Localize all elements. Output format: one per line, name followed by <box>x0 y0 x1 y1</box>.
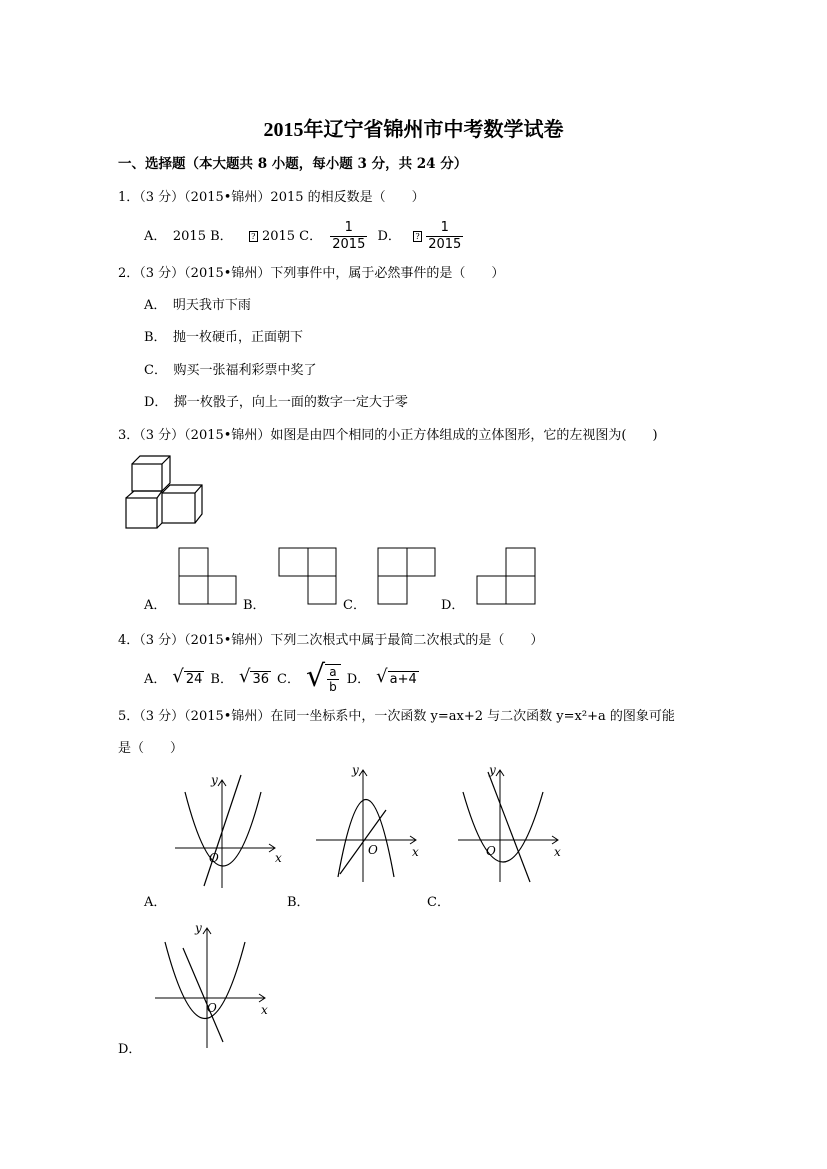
q4-sqrt-d <box>376 667 419 687</box>
q1-option-a: A． 2015 B． <box>144 229 233 244</box>
radical-sign-icon: √ <box>305 659 326 694</box>
q4-sqrt-b <box>239 667 271 687</box>
q4-option-d: D． <box>346 671 371 687</box>
fraction-numerator: 1 <box>330 220 367 237</box>
q3-option-b-figure <box>278 547 338 607</box>
q1-option-d-fraction <box>426 220 463 253</box>
q4-option-b: B． <box>210 671 233 687</box>
q5-graph-a <box>175 770 285 890</box>
fraction-denominator: 2015 <box>332 237 366 252</box>
question-2-stem: 2．（3 分）（2015•锦州）下列事件中，属于必然事件的是（ ） <box>118 266 505 281</box>
fraction-denominator: 2015 <box>428 237 462 252</box>
q1-option-b: 2015 C． <box>261 229 323 244</box>
origin-label: O <box>207 1001 217 1015</box>
question-1-options <box>144 220 463 253</box>
radicand: a+4 <box>389 672 417 687</box>
fraction-denominator: b <box>329 680 337 694</box>
origin-label: O <box>368 843 378 857</box>
radical-sign-icon: √ <box>238 666 251 687</box>
question-3-stem: 3．（3 分）（2015•锦州）如图是由四个相同的小正方体组成的立体图形，它的左视图为( ) <box>118 428 658 443</box>
q3-label-a: A． <box>144 598 167 613</box>
question-1-stem: 1．（3 分）（2015•锦州）2015 的相反数是（ ） <box>118 190 425 205</box>
y-axis-label: y <box>211 773 218 787</box>
q3-option-d-figure <box>476 547 538 607</box>
fraction-numerator: a <box>327 665 339 680</box>
x-axis-label: x <box>412 845 419 859</box>
q5-label-b: B． <box>287 895 310 910</box>
y-axis-label: y <box>195 921 202 935</box>
minus-glyph: ? <box>249 231 258 242</box>
radical-sign-icon: √ <box>172 666 184 687</box>
cube-figure <box>122 452 212 532</box>
question-4-options <box>144 660 419 694</box>
radical-sign-icon: √ <box>376 666 388 687</box>
q3-label-d: D． <box>441 598 465 613</box>
question-4-stem: 4．（3 分）（2015•锦州）下列二次根式中属于最简二次根式的是（ ） <box>118 633 544 648</box>
origin-label: O <box>209 851 219 865</box>
q3-label-b: B． <box>243 598 266 613</box>
q3-label-c: C． <box>343 598 366 613</box>
radicand: 36 <box>252 672 270 687</box>
q2-option-b: B． 抛一枚硬币，正面朝下 <box>144 330 304 345</box>
q5-graph-b <box>316 762 426 887</box>
q3-option-c-figure <box>377 547 439 607</box>
q4-option-c: C． <box>277 671 300 687</box>
q3-option-a-figure <box>178 547 238 607</box>
q4-sqrt-c <box>306 660 341 694</box>
radicand: 24 <box>185 672 203 687</box>
radicand-fraction <box>325 664 341 694</box>
x-axis-label: x <box>261 1003 268 1017</box>
question-5-stem-line-1: 5．（3 分）（2015•锦州）在同一坐标系中，一次函数 y=ax+2 与二次函数 y=x²+a 的图象可能 <box>118 709 675 724</box>
fraction-numerator: 1 <box>426 220 463 237</box>
q5-label-a: A． <box>144 895 167 910</box>
x-axis-label: x <box>275 851 282 865</box>
q5-graph-c <box>458 762 568 887</box>
y-axis-label: y <box>352 763 359 777</box>
q2-option-a: A． 明天我市下雨 <box>144 298 251 313</box>
minus-glyph: ? <box>413 231 422 242</box>
q5-label-c: C． <box>427 895 450 910</box>
q4-sqrt-a <box>172 667 204 687</box>
q2-option-d: D． 掷一枚骰子，向上一面的数字一定大于零 <box>144 395 408 410</box>
question-5-stem-line-2: 是（ ） <box>118 741 184 756</box>
q1-option-d: D． <box>377 229 401 244</box>
section-heading: 一、选择题（本大题共 8 小题，每小题 3 分，共 24 分） <box>118 156 468 172</box>
x-axis-label: x <box>554 845 561 859</box>
page-title: 2015年辽宁省锦州市中考数学试卷 <box>263 119 564 141</box>
q5-label-d: D． <box>118 1042 142 1057</box>
q5-graph-d <box>155 920 275 1050</box>
y-axis-label: y <box>489 763 496 777</box>
origin-label: O <box>486 844 496 858</box>
q2-option-c: C． 购买一张福利彩票中奖了 <box>144 363 317 378</box>
q4-option-a: A． <box>144 671 167 687</box>
q1-option-c-fraction <box>330 220 367 253</box>
